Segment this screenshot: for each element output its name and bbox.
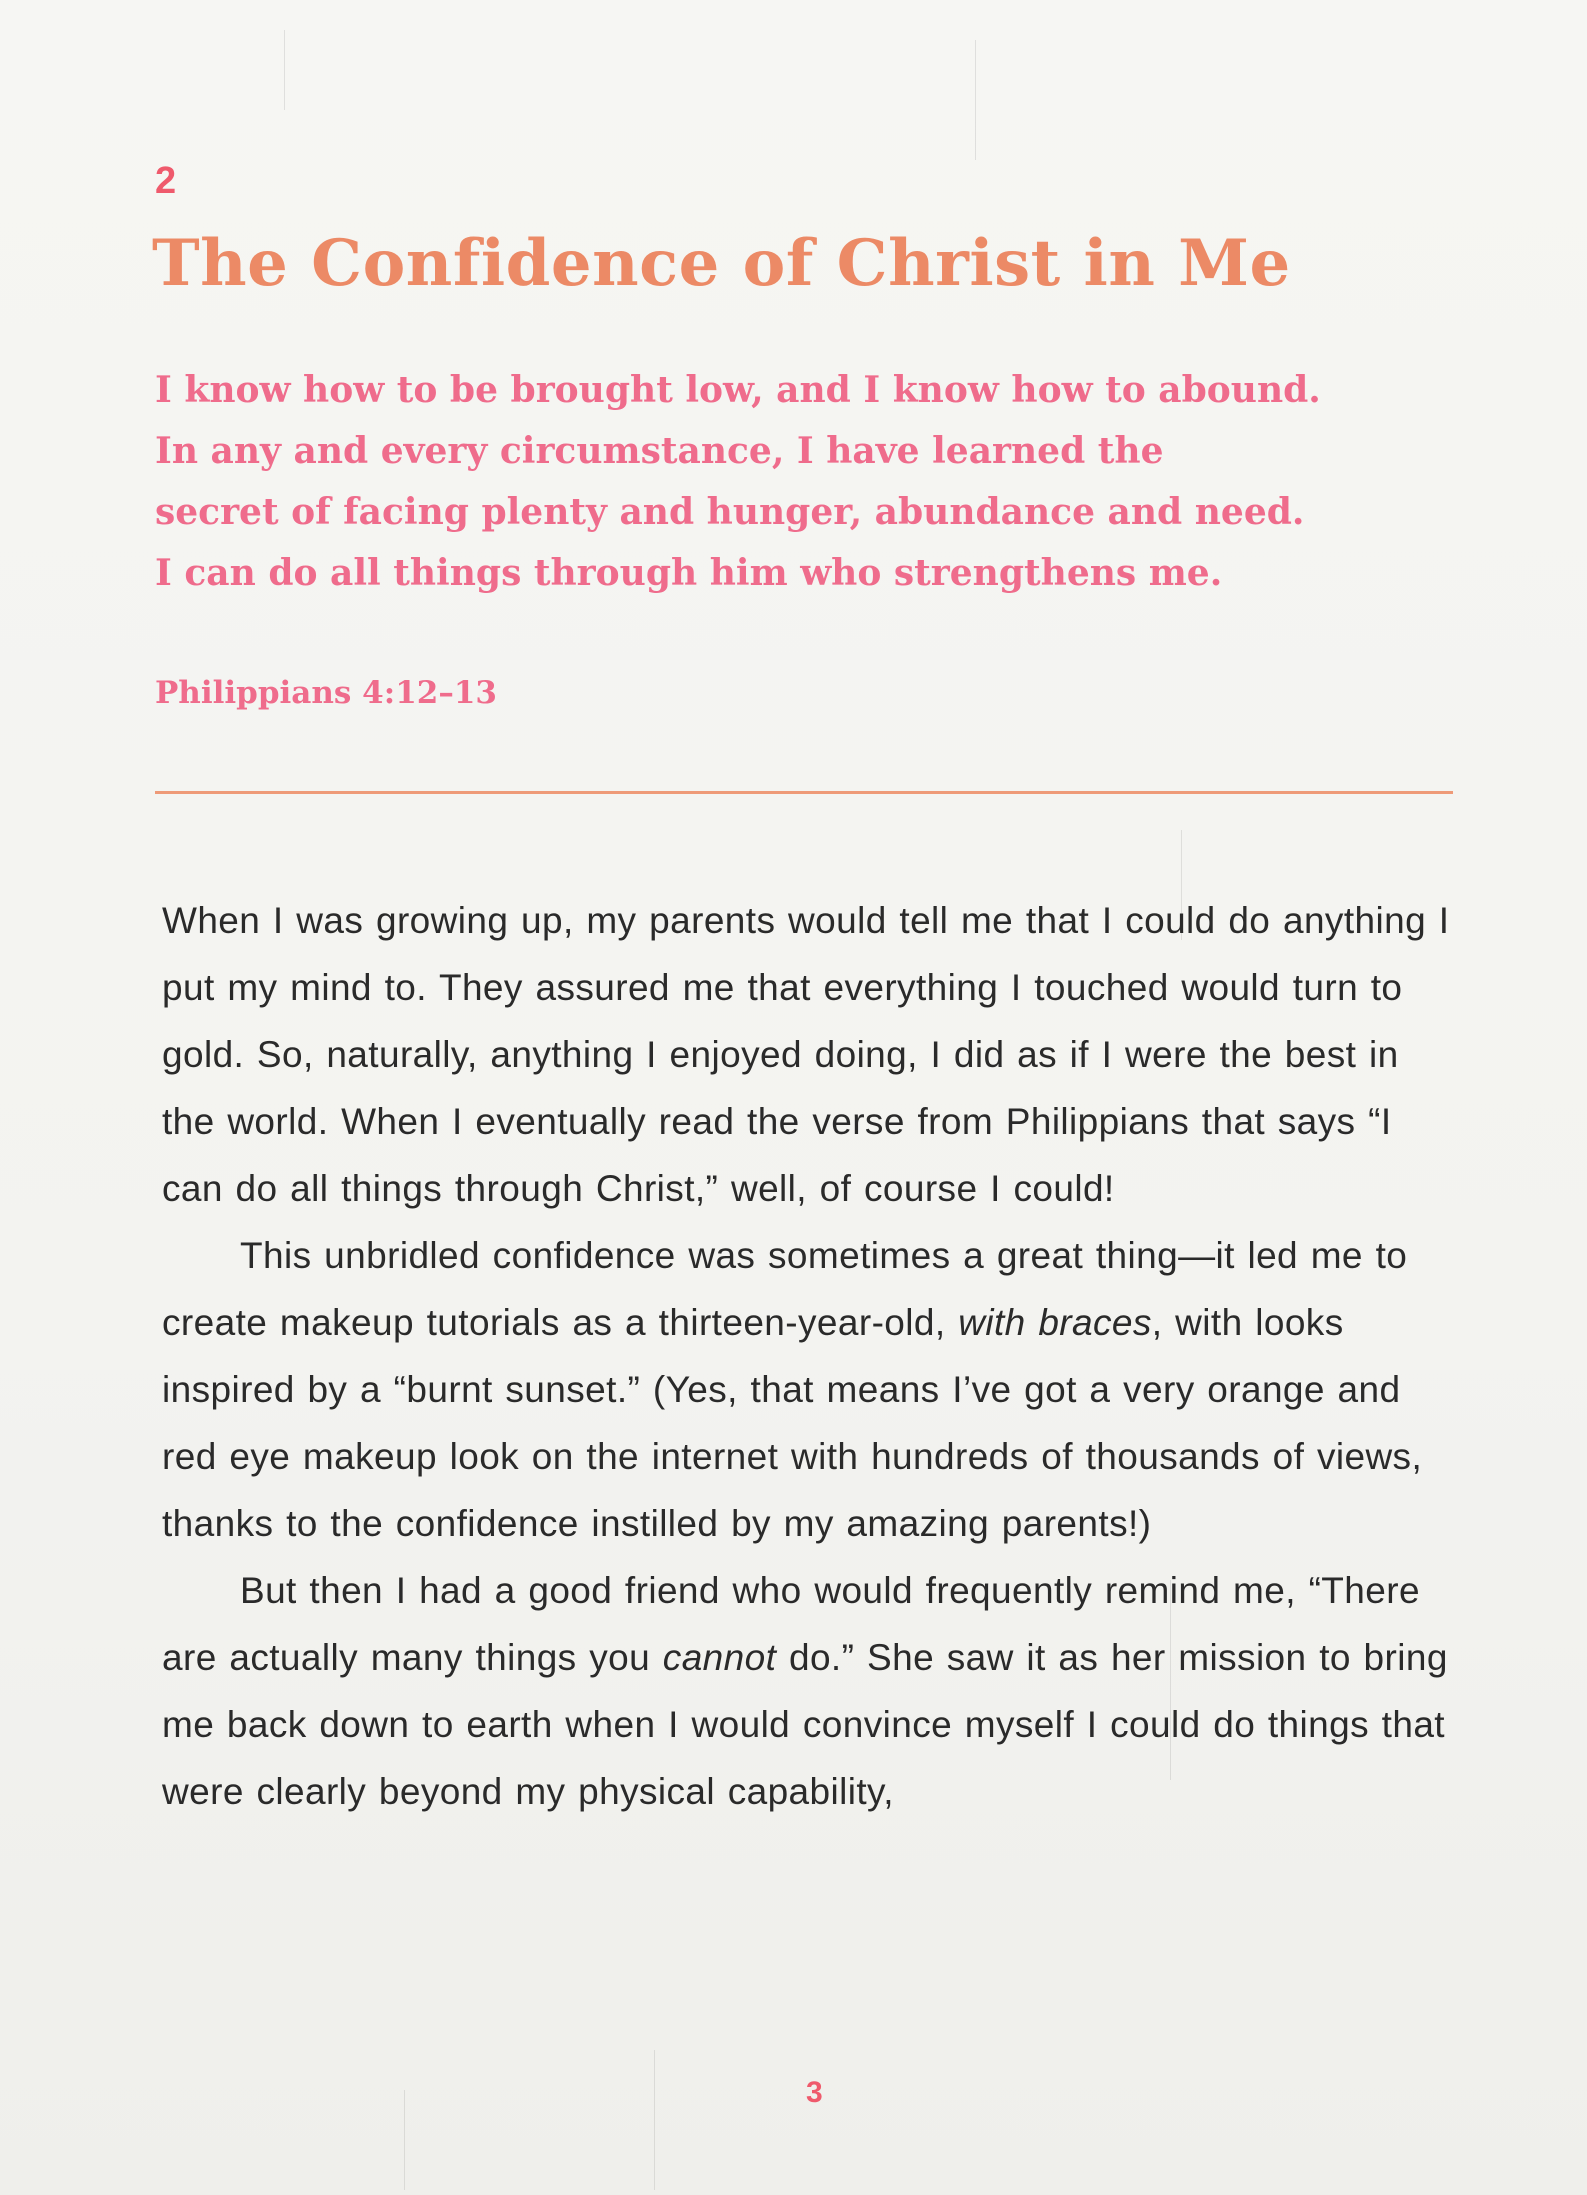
epigraph-line: In any and every circumstance, I have learned the	[155, 430, 1164, 472]
epigraph-line: I can do all things through him who strengthens me.	[155, 552, 1223, 594]
chapter-title: The Confidence of Christ in Me	[152, 226, 1291, 301]
epigraph-line: secret of facing plenty and hunger, abundance and need.	[155, 491, 1305, 533]
body-paragraph	[162, 1222, 1462, 1557]
body-paragraph: When I was growing up, my parents would tell me that I could do anything I put my mind to. They assured me that everything I touched would turn to gold. So, naturally, anything I enjoyed doing, I did as if I were the best in the world. When I eventually read the verse from Philippians that says “I can do all things through Christ,” well, of course I could!	[162, 900, 1450, 1209]
epigraph	[155, 360, 1455, 604]
scan-crease	[975, 40, 976, 160]
body-text-span: do.” She saw it as her mission to bring me back down to earth when I would convince myself I could do things that were clearly beyond my physical capability,	[162, 1637, 1448, 1812]
body-paragraph	[162, 1557, 1462, 1825]
scan-crease	[654, 2050, 655, 2190]
section-divider	[155, 791, 1453, 794]
body-text-span: This unbridled confidence was sometimes a great thing—it led me to create makeup tutorials as a thirteen-year-old,	[162, 1235, 1408, 1343]
emphasis-text: with braces	[958, 1302, 1152, 1343]
epigraph-line: I know how to be brought low, and I know how to abound.	[155, 369, 1321, 411]
epigraph-citation: Philippians 4:12–13	[155, 675, 497, 711]
scan-crease	[284, 30, 285, 110]
body-text-span: But then I had a good friend who would frequently remind me, “There are actually many things you	[162, 1570, 1420, 1678]
emphasis-text: cannot	[662, 1637, 777, 1678]
body-text	[162, 887, 1462, 1825]
chapter-number: 2	[155, 160, 177, 202]
scan-crease	[404, 2090, 405, 2190]
body-text-span: , with looks inspired by a “burnt sunset.” (Yes, that means I’ve got a very orange and red eye makeup look on the internet with hundreds of thousands of views, thanks to the confidence instilled by my amazing parents!)	[162, 1302, 1423, 1544]
page-number: 3	[806, 2076, 823, 2109]
